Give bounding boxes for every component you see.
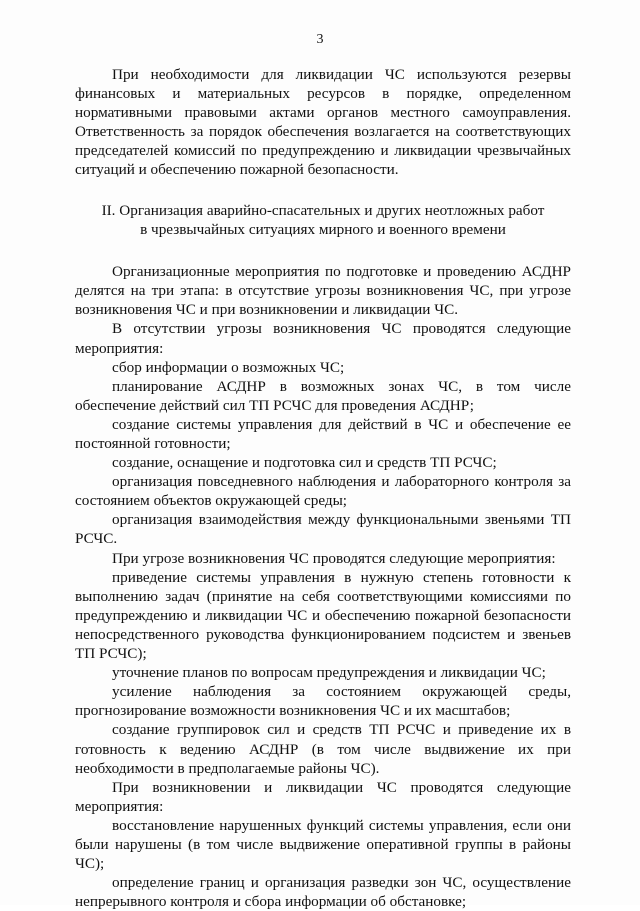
list-item: уточнение планов по вопросам предупреждения и ликвидации ЧС; (112, 664, 546, 682)
paragraph-no-threat-intro: В отсутствии угрозы возникновения ЧС проводятся следующие мероприятия: (75, 320, 571, 357)
list-item: планирование АСДНР в возможных зонах ЧС, в том числе обеспечение действий сил ТП РСЧС для проведения АСДНР; (75, 377, 571, 414)
list-item: создание, оснащение и подготовка сил и средств ТП РСЧС; (112, 454, 497, 472)
paragraph-threat-intro: При угрозе возникновения ЧС проводятся следующие мероприятия: (112, 549, 556, 567)
page-number: 3 (316, 32, 324, 47)
document-body (75, 65, 571, 911)
list-item: восстановление нарушенных функций системы управления, если они были нарушены (в том числе выдвижение оперативной группы в районы ЧС); (75, 816, 571, 873)
list-item: приведение системы управления в нужную степень готовности к выполнению задач (принятие на себя соответствующими комиссиями по предупреждению и ликвидации ЧС и обеспечению пожарной безопасности непосредственного руководства функционированием подсистем и звеньев ТП РСЧС); (75, 568, 571, 663)
intro-paragraph: При необходимости для ликвидации ЧС используются резервы финансовых и материальных ресурсов в порядке, определенном нормативными правовыми актами органов местного самоуправления. Ответственность за порядок обеспечения возлагается на соответствующих председателей комиссий по предупреждению и ликвидации чрезвычайных ситуаций и обеспечению пожарной безопасности. (75, 66, 571, 179)
list-item: создание системы управления для действий в ЧС и обеспечение ее постоянной готовности; (75, 415, 571, 452)
paragraph-emergency-intro: При возникновении и ликвидации ЧС проводятся следующие мероприятия: (75, 778, 571, 815)
paragraph-stages: Организационные мероприятия по подготовке и проведению АСДНР делятся на три этапа: в отсутствие угрозы возникновения ЧС, при угрозе возникновения ЧС и при возникновении и ликвидации ЧС. (75, 263, 571, 319)
list-item: организация повседневного наблюдения и лабораторного контроля за состоянием объектов окружающей среды; (75, 473, 571, 510)
list-item: создание группировок сил и средств ТП РСЧС и приведение их в готовность к ведению АСДНР (в том числе выдвижение их при необходимости в предполагаемые районы ЧС). (75, 721, 571, 777)
section-heading (75, 201, 571, 240)
list-item: сбор информации о возможных ЧС; (112, 358, 345, 376)
list-item: определение границ и организация разведки зон ЧС, осуществление непрерывного контроля и сбора информации об обстановке; (75, 874, 571, 911)
section-heading-line-2: в чрезвычайных ситуациях мирного и военного времени (140, 220, 506, 238)
section-heading-line-1: II. Организация аварийно-спасательных и других неотложных работ (101, 201, 545, 219)
list-item: усиление наблюдения за состоянием окружающей среды, прогнозирование возможности возникновения ЧС и их масштабов; (75, 683, 571, 720)
list-item: организация взаимодействия между функциональными звеньями ТП РСЧС. (75, 511, 571, 548)
